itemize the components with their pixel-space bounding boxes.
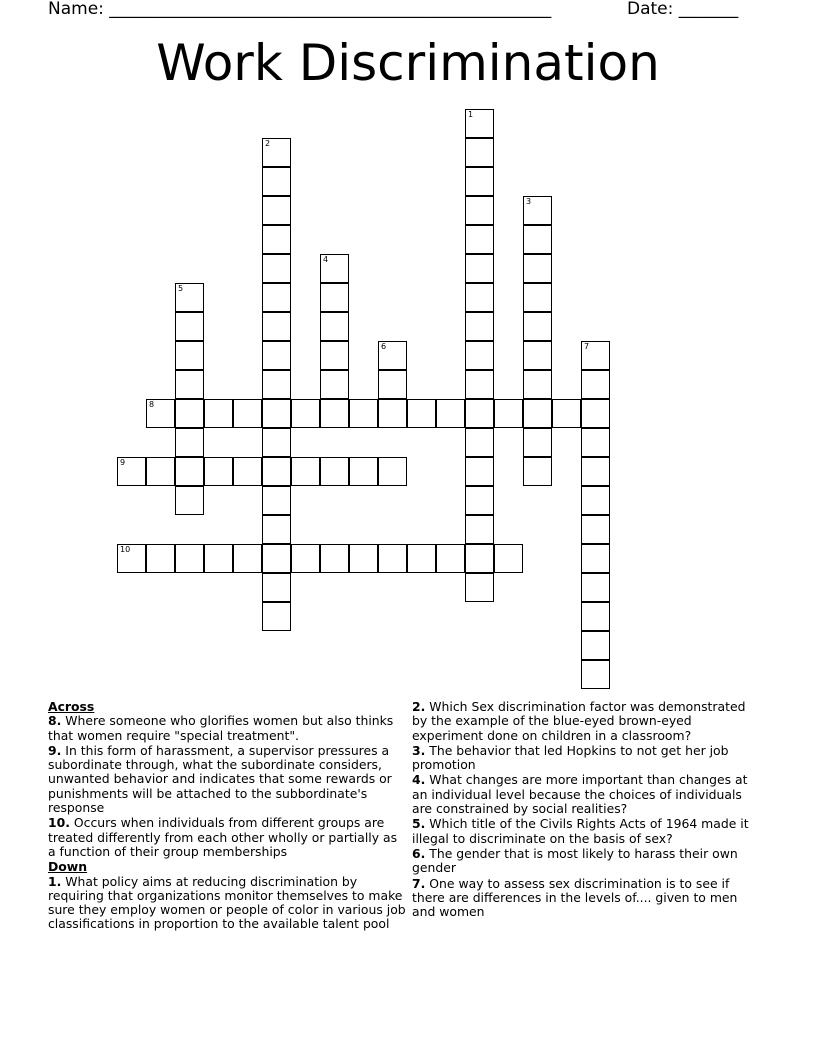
crossword-cell[interactable] (349, 457, 378, 486)
cell-number: 3 (526, 197, 532, 206)
crossword-cell[interactable] (262, 167, 291, 196)
crossword-cell[interactable] (378, 544, 407, 573)
crossword-cell[interactable] (204, 457, 233, 486)
crossword-cell[interactable] (117, 544, 146, 573)
clue-text: Which Sex discrimination factor was demonstrated by the example of the blue-eyed brown-eyed experiment done on children in a classroom? (412, 699, 746, 743)
clue-down-5 (412, 817, 760, 846)
clue-text: The gender that is most likely to harass their own gender (412, 845, 738, 876)
date-label: Date: (627, 0, 674, 19)
crossword-cell[interactable] (320, 312, 349, 341)
crossword-cell[interactable] (436, 399, 465, 428)
crossword-cell[interactable] (465, 254, 494, 283)
cell-number: 5 (178, 284, 184, 293)
crossword-cell[interactable] (523, 225, 552, 254)
clue-text: One way to assess sex discrimination is to see if there are differences in the levels of.... given to men and women (412, 875, 738, 920)
crossword-cell[interactable] (320, 254, 349, 283)
clue-number: 1. (48, 873, 62, 889)
crossword-cell[interactable] (262, 486, 291, 515)
crossword-cell[interactable] (581, 428, 610, 457)
crossword-cell[interactable] (523, 341, 552, 370)
crossword-cell[interactable] (465, 312, 494, 341)
crossword-cell[interactable] (407, 544, 436, 573)
crossword-cell[interactable] (204, 399, 233, 428)
crossword-cell[interactable] (320, 399, 349, 428)
crossword-cell[interactable] (320, 283, 349, 312)
crossword-cell[interactable] (465, 428, 494, 457)
crossword-cell[interactable] (175, 457, 204, 486)
crossword-cell[interactable] (349, 544, 378, 573)
crossword-cell[interactable] (175, 486, 204, 515)
clue-number: 8. (48, 713, 62, 729)
clue-number: 5. (412, 816, 426, 832)
crossword-cell[interactable] (581, 486, 610, 515)
crossword-cell[interactable] (581, 370, 610, 399)
crossword-cell[interactable] (146, 399, 175, 428)
crossword-cell[interactable] (146, 544, 175, 573)
clue-number: 9. (48, 742, 62, 758)
crossword-cell[interactable] (262, 254, 291, 283)
crossword-cell[interactable] (262, 544, 291, 573)
crossword-cell[interactable] (523, 399, 552, 428)
crossword-cell[interactable] (262, 602, 291, 631)
crossword-cell[interactable] (320, 457, 349, 486)
name-blank[interactable]: ____________________________________________________ (109, 0, 552, 19)
clue-text: In this form of harassment, a supervisor pressures a subordinate through, what the subordinate considers, unwanted behavior and indicates that some rewards or punishments will be attached to the subbordinate's response (48, 742, 392, 816)
crossword-cell[interactable] (262, 573, 291, 602)
crossword-cell[interactable] (378, 341, 407, 370)
crossword-cell[interactable] (378, 399, 407, 428)
cell-number: 10 (120, 545, 131, 554)
crossword-cell[interactable] (175, 544, 204, 573)
crossword-cell[interactable] (262, 312, 291, 341)
date-blank[interactable]: _______ (678, 0, 739, 19)
crossword-cell[interactable] (465, 370, 494, 399)
crossword-cell[interactable] (523, 428, 552, 457)
crossword-cell[interactable] (262, 196, 291, 225)
clue-across-8 (48, 714, 406, 743)
cell-number: 4 (323, 255, 329, 264)
crossword-cell[interactable] (262, 138, 291, 167)
crossword-cell[interactable] (494, 399, 523, 428)
crossword-cell[interactable] (581, 544, 610, 573)
crossword-cell[interactable] (117, 457, 146, 486)
down-heading: Down (48, 859, 88, 875)
crossword-cell[interactable] (233, 399, 262, 428)
clue-down-4 (412, 773, 760, 816)
crossword-cell[interactable] (262, 225, 291, 254)
crossword-cell[interactable] (204, 544, 233, 573)
clue-number: 3. (412, 742, 426, 758)
crossword-cell[interactable] (581, 341, 610, 370)
crossword-cell[interactable] (523, 312, 552, 341)
crossword-cell[interactable] (465, 341, 494, 370)
crossword-cell[interactable] (378, 457, 407, 486)
crossword-cell[interactable] (581, 399, 610, 428)
crossword-cell[interactable] (436, 544, 465, 573)
crossword-cell[interactable] (523, 370, 552, 399)
clue-across-9 (48, 744, 406, 815)
crossword-cell[interactable] (262, 399, 291, 428)
clue-down-1 (48, 875, 406, 932)
crossword-cell[interactable] (291, 544, 320, 573)
clue-down-3 (412, 744, 760, 773)
crossword-cell[interactable] (523, 196, 552, 225)
crossword-cell[interactable] (320, 370, 349, 399)
crossword-cell[interactable] (349, 399, 378, 428)
crossword-cell[interactable] (581, 457, 610, 486)
crossword-cell[interactable] (378, 370, 407, 399)
crossword-cell[interactable] (175, 428, 204, 457)
crossword-cell[interactable] (262, 515, 291, 544)
crossword-cell[interactable] (407, 399, 436, 428)
crossword-cell[interactable] (175, 312, 204, 341)
cell-number: 7 (584, 342, 590, 351)
crossword-cell[interactable] (233, 544, 262, 573)
crossword-cell[interactable] (465, 138, 494, 167)
crossword-cell[interactable] (465, 515, 494, 544)
crossword-cell[interactable] (523, 457, 552, 486)
crossword-cell[interactable] (291, 399, 320, 428)
crossword-cell[interactable] (494, 544, 523, 573)
cell-number: 1 (468, 110, 474, 119)
crossword-cell[interactable] (581, 631, 610, 660)
crossword-cell[interactable] (465, 544, 494, 573)
crossword-cell[interactable] (581, 660, 610, 689)
crossword-cell[interactable] (291, 457, 320, 486)
crossword-cell[interactable] (465, 196, 494, 225)
crossword-cell[interactable] (523, 254, 552, 283)
clue-number: 7. (412, 875, 426, 891)
clue-number: 10. (48, 815, 70, 831)
clue-number: 4. (412, 772, 426, 788)
across-heading: Across (48, 699, 95, 714)
name-label: Name: (48, 0, 104, 19)
crossword-cell[interactable] (523, 283, 552, 312)
clue-text: Which title of the Civils Rights Acts of 1964 made it illegal to discriminate on the basis of sex? (412, 816, 749, 846)
crossword-cell[interactable] (552, 399, 581, 428)
crossword-cell[interactable] (465, 225, 494, 254)
crossword-cell[interactable] (175, 399, 204, 428)
crossword-cell[interactable] (465, 573, 494, 602)
page-title: Work Discrimination (156, 34, 660, 92)
clue-number: 6. (412, 845, 426, 861)
crossword-cell[interactable] (175, 283, 204, 312)
clue-number: 2. (412, 699, 426, 714)
cell-number: 2 (265, 139, 271, 148)
clue-across-10 (48, 816, 406, 859)
clue-down-7 (412, 877, 760, 920)
clue-down-2 (412, 700, 760, 743)
crossword-cell[interactable] (581, 515, 610, 544)
crossword-cell[interactable] (175, 370, 204, 399)
crossword-cell[interactable] (465, 457, 494, 486)
clue-down-6 (412, 847, 760, 876)
crossword-cell[interactable] (262, 457, 291, 486)
clues-right-column (412, 700, 760, 920)
crossword-cell[interactable] (175, 341, 204, 370)
crossword-cell[interactable] (262, 428, 291, 457)
crossword-cell[interactable] (465, 399, 494, 428)
cell-number: 8 (149, 400, 155, 409)
crossword-cell[interactable] (262, 283, 291, 312)
crossword-cell[interactable] (465, 283, 494, 312)
crossword-cell[interactable] (581, 602, 610, 631)
crossword-cell[interactable] (465, 167, 494, 196)
crossword-cell[interactable] (233, 457, 262, 486)
crossword-cell[interactable] (262, 341, 291, 370)
crossword-cell[interactable] (320, 341, 349, 370)
clue-text: Occurs when individuals from different groups are treated differently from each other wholly or partially as a function of their group memberships (48, 815, 398, 859)
crossword-cell[interactable] (262, 370, 291, 399)
clue-text: The behavior that led Hopkins to not get her job promotion (412, 742, 729, 773)
clue-text: What changes are more important than changes at an individual level because the choices of individuals are constrained by social realities? (412, 772, 748, 817)
cell-number: 9 (120, 458, 126, 467)
crossword-cell[interactable] (581, 573, 610, 602)
clue-text: Where someone who glorifies women but also thinks that women require "special treatment". (48, 713, 394, 743)
crossword-cell[interactable] (465, 109, 494, 138)
cell-number: 6 (381, 342, 387, 351)
clue-text: What policy aims at reducing discrimination by requiring that organizations monitor themselves to make sure they employ women or people of color in various job classifications in proportion to the available talent pool (48, 873, 406, 932)
crossword-cell[interactable] (465, 486, 494, 515)
clues-left-column (48, 700, 406, 933)
crossword-cell[interactable] (146, 457, 175, 486)
crossword-cell[interactable] (320, 544, 349, 573)
